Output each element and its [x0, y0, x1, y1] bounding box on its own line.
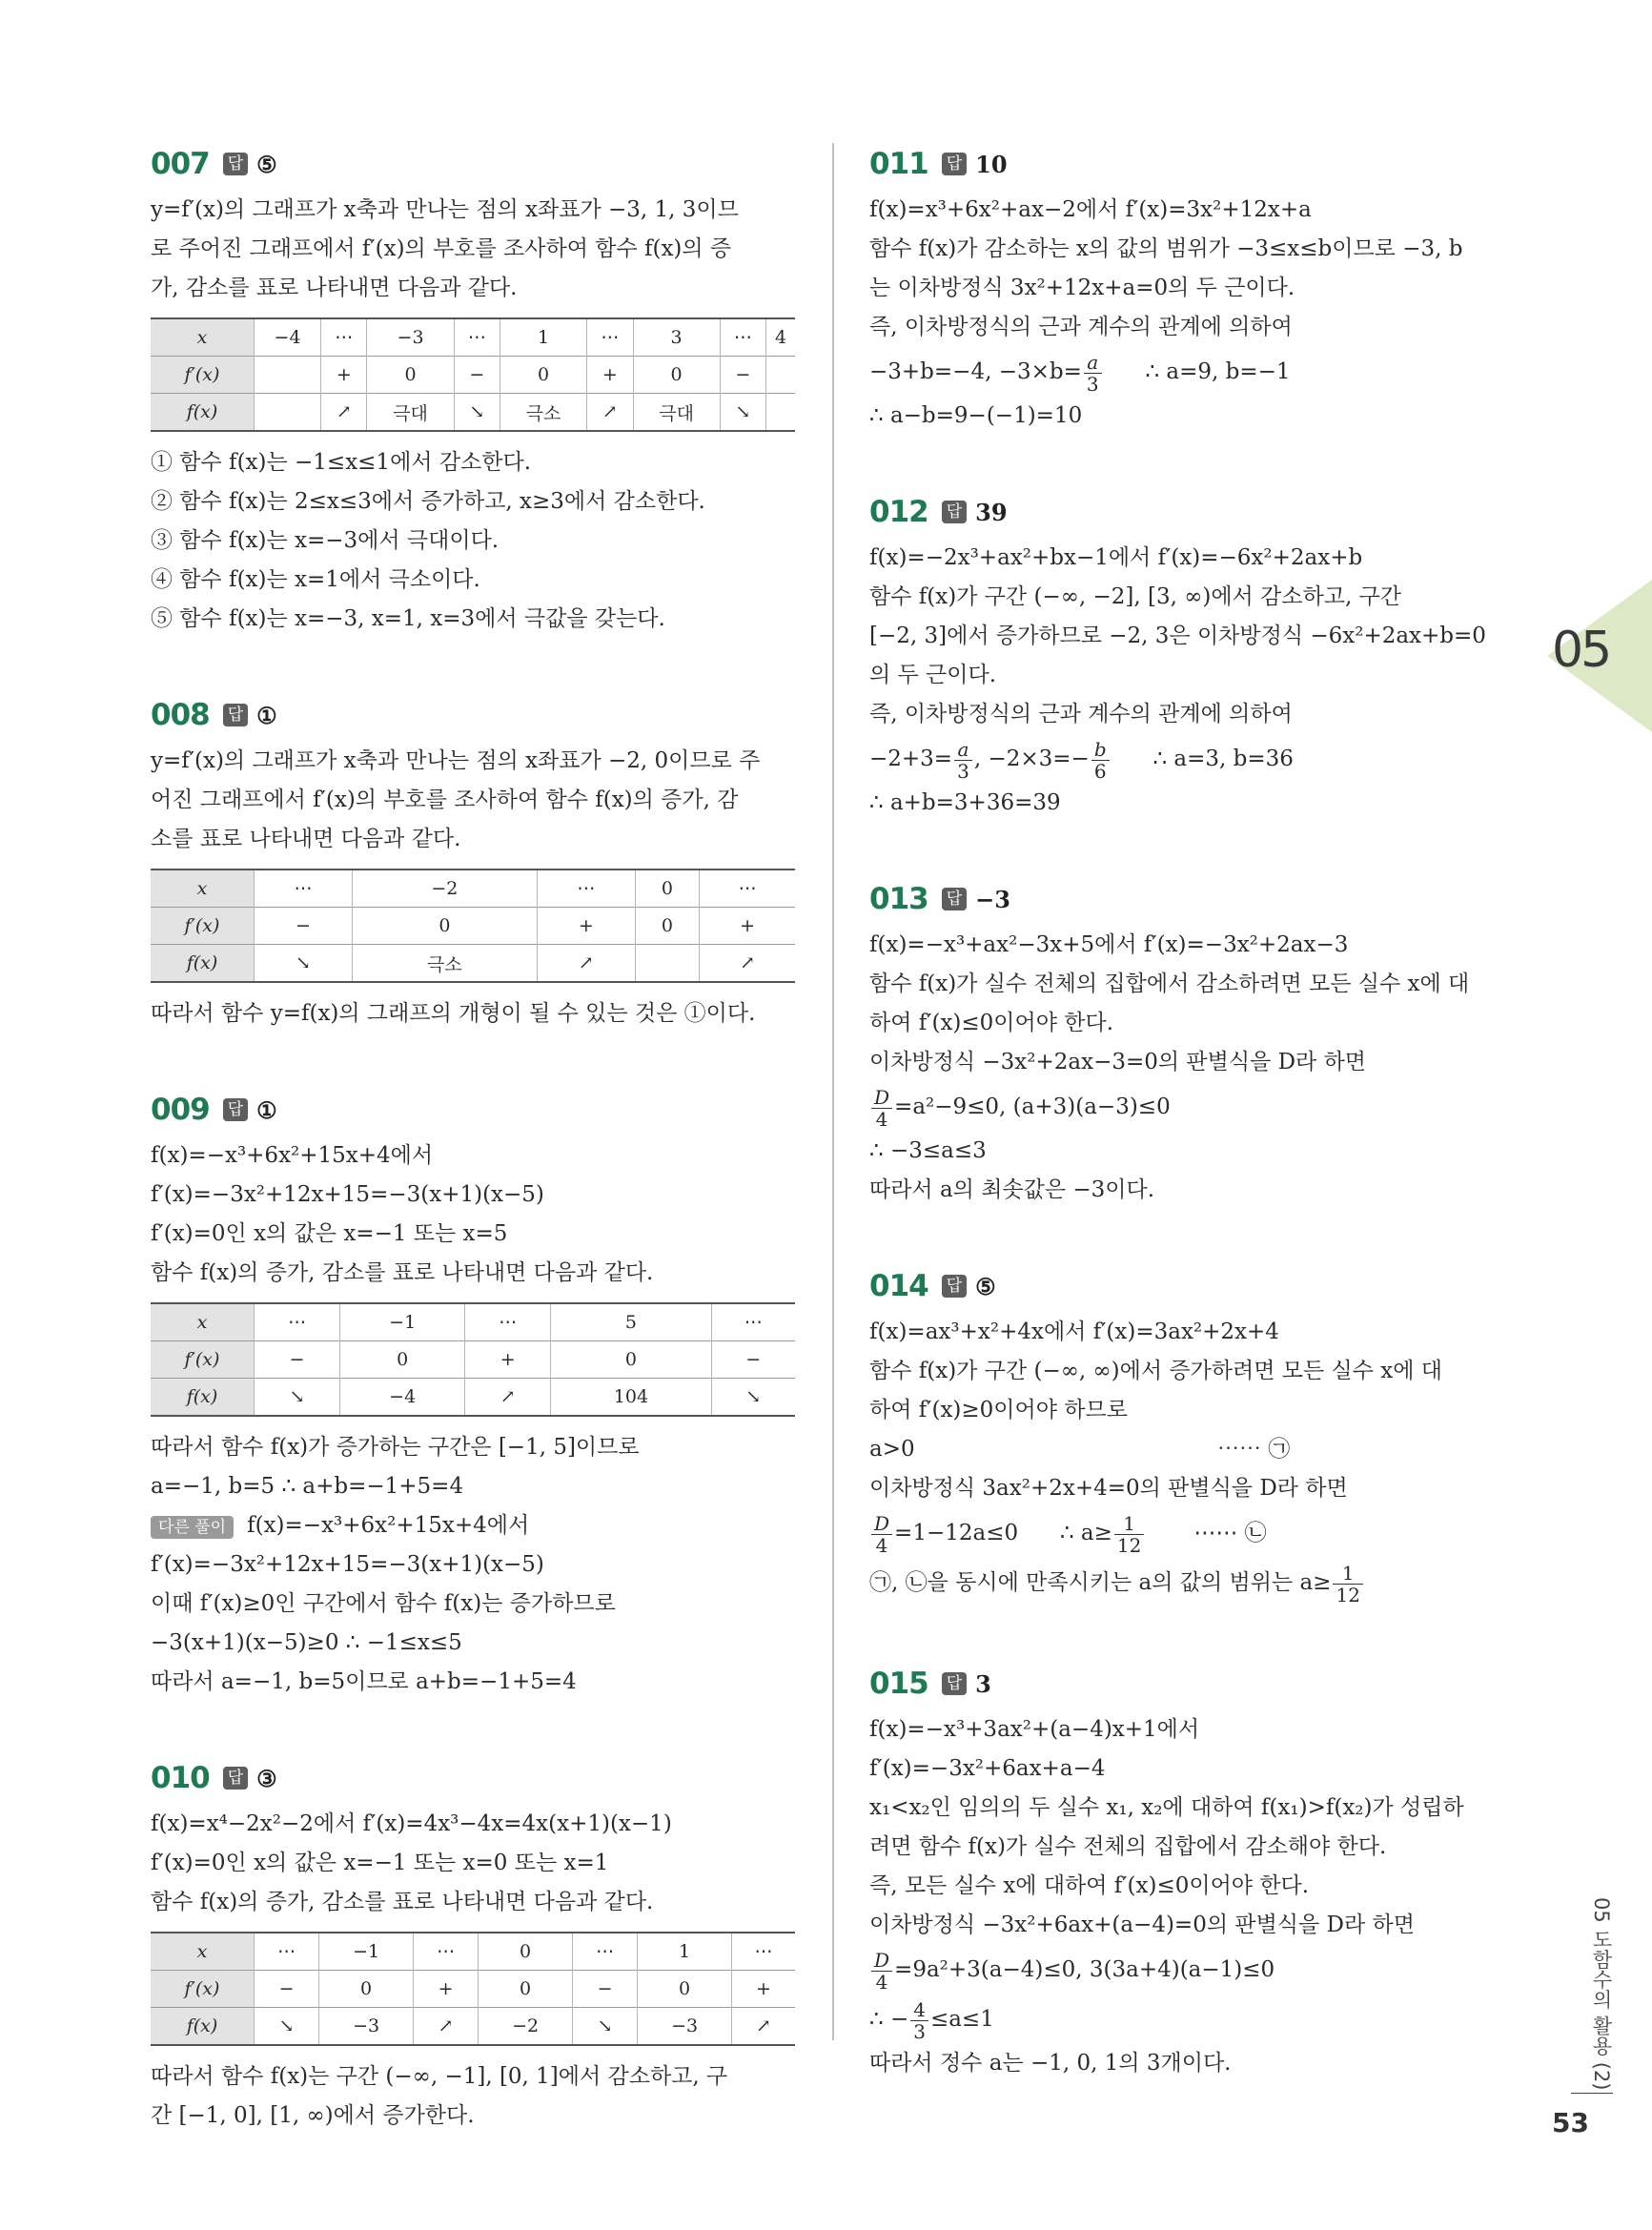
table-cell: ↘	[454, 394, 500, 432]
solution-line: 따라서 정수 a는 −1, 0, 1의 3개이다.	[869, 2051, 1232, 2076]
variation-table	[151, 869, 795, 983]
table-cell: 104	[551, 1379, 711, 1417]
table-cell: −3	[638, 2008, 732, 2046]
solution-line: 가, 감소를 표로 나타내면 다음과 같다.	[151, 276, 518, 300]
problem-header	[151, 143, 799, 185]
table-cell: +	[537, 908, 635, 945]
solution-line: 즉, 이차방정식의 근과 계수의 관계에 의하여	[869, 702, 1293, 726]
table-cell: −1	[319, 1933, 414, 1971]
table-cell: ↗	[537, 945, 635, 983]
solution-line: 어진 그래프에서 f′(x)의 부호를 조사하여 함수 f(x)의 증가, 감	[151, 788, 739, 812]
table-cell: 극소	[352, 945, 537, 983]
table-cell: 1	[500, 318, 586, 357]
table-cell: −3	[319, 2008, 414, 2046]
solution-line: 이때 f′(x)≥0인 구간에서 함수 f(x)는 증가하므로	[151, 1591, 616, 1616]
equation-text: , −2×3=−	[973, 747, 1090, 771]
alt-solution-badge: 다른 풀이	[151, 1516, 234, 1539]
solution-line: 하여 f′(x)≥0이어야 하므로	[869, 1398, 1128, 1422]
solution-line: 의 두 근이다.	[869, 663, 997, 687]
condition-line	[869, 1430, 1518, 1469]
answer-value: ⑤	[256, 150, 277, 178]
table-cell: 0	[633, 357, 720, 394]
table-cell: −	[573, 1971, 638, 2008]
table-cell: 0	[352, 908, 537, 945]
solution-line: f(x)=−2x³+ax²+bx−1에서 f′(x)=−6x²+2ax+b	[869, 545, 1363, 570]
solution-line: a=−1, b=5 ∴ a+b=−1+5=4	[151, 1474, 464, 1499]
table-cell: f′(x)	[151, 1341, 255, 1379]
solution-line: 따라서 함수 y=f(x)의 그래프의 개형이 될 수 있는 것은 ①이다.	[151, 1001, 756, 1026]
problem-number: 008	[151, 698, 210, 732]
solution-line: 따라서 a=−1, b=5이므로 a+b=−1+5=4	[151, 1669, 577, 1694]
table-row	[151, 869, 795, 908]
table-cell: +	[587, 357, 633, 394]
footer-rule	[1571, 2093, 1613, 2094]
variation-table	[151, 317, 795, 432]
problem-header	[869, 1663, 1518, 1705]
condition-text: a>0	[869, 1437, 915, 1462]
problem-011	[869, 143, 1518, 436]
equation-text: −2+3=	[869, 747, 953, 771]
answer-value: ①	[256, 701, 277, 729]
table-cell: 0	[479, 1933, 573, 1971]
solution-line: 이차방정식 3ax²+2x+4=0의 판별식을 D라 하면	[869, 1476, 1348, 1501]
equation-text: ㉠, ㉡을 동시에 만족시키는 a의 값의 범위는 a≥	[869, 1570, 1332, 1595]
problem-008	[151, 694, 799, 1033]
condition-mark: ⋯⋯ ㉠	[1217, 1437, 1291, 1462]
fraction	[871, 1513, 892, 1556]
table-row	[151, 1341, 795, 1379]
fraction	[1091, 739, 1110, 782]
solution-line: f′(x)=−3x²+6ax+a−4	[869, 1756, 1106, 1781]
table-cell: ↘	[573, 2008, 638, 2046]
answer-value: 10	[975, 150, 1008, 178]
solution-line: 하여 f′(x)≤0이어야 한다.	[869, 1011, 1114, 1035]
table-cell: f(x)	[151, 2008, 255, 2046]
chapter-tab-number: 05	[1552, 622, 1610, 679]
problem-number: 011	[869, 147, 928, 181]
table-cell: 0	[340, 1341, 465, 1379]
solution-line: 이차방정식 −3x²+2ax−3=0의 판별식을 D라 하면	[869, 1050, 1367, 1074]
numerator: 4	[910, 1999, 928, 2021]
denominator: 12	[1336, 1583, 1360, 1606]
denominator: 3	[957, 759, 969, 783]
variation-table	[151, 1932, 795, 2046]
table-cell: ⋯	[465, 1303, 551, 1341]
numerator: b	[1091, 739, 1110, 761]
table-cell: f′(x)	[151, 357, 255, 394]
denominator: 4	[875, 1533, 888, 1557]
solution-text: f(x)=−x³+6x²+15x+4에서	[247, 1513, 530, 1538]
table-cell: ⋯	[700, 869, 795, 908]
table-row	[151, 357, 795, 394]
table-cell: +	[732, 1971, 796, 2008]
table-cell	[635, 945, 699, 983]
equation-line	[869, 1558, 1518, 1607]
answer-value: −3	[975, 885, 1010, 913]
fraction	[954, 739, 972, 782]
problem-number: 007	[151, 147, 210, 181]
table-cell: ↗	[321, 394, 367, 432]
table-row	[151, 1303, 795, 1341]
solution-line: ④ 함수 f(x)는 x=1에서 극소이다.	[151, 567, 480, 592]
problem-number: 012	[869, 495, 928, 529]
fraction	[1333, 1563, 1362, 1606]
solution-line: 함수 f(x)가 구간 (−∞, ∞)에서 증가하려면 모든 실수 x에 대	[869, 1359, 1442, 1383]
table-cell: ↗	[587, 394, 633, 432]
table-cell: x	[151, 869, 255, 908]
table-cell: 극대	[367, 394, 454, 432]
solution-line: 따라서 함수 f(x)가 증가하는 구간은 [−1, 5]이므로	[151, 1435, 640, 1460]
table-cell: −2	[352, 869, 537, 908]
answer-badge: 답	[223, 1767, 248, 1790]
table-cell	[255, 394, 321, 432]
page-number: 53	[1552, 2107, 1589, 2138]
problem-header	[869, 1265, 1518, 1307]
equation-text: ∴ a=3, b=36	[1111, 747, 1294, 771]
solution-line: ∴ −3≤a≤3	[869, 1138, 987, 1163]
problem-number: 013	[869, 882, 928, 916]
table-row	[151, 945, 795, 983]
solution-line: y=f′(x)의 그래프가 x축과 만나는 점의 x좌표가 −2, 0이므로 주	[151, 748, 761, 773]
table-cell: 0	[479, 1971, 573, 2008]
left-column	[151, 143, 799, 2191]
solution-line: 함수 f(x)가 구간 (−∞, −2], [3, ∞)에서 감소하고, 구간	[869, 584, 1402, 609]
table-row	[151, 1933, 795, 1971]
table-cell: ↘	[255, 2008, 319, 2046]
equation-line	[869, 1508, 1518, 1558]
fraction	[871, 1950, 892, 1993]
table-cell: f(x)	[151, 1379, 255, 1417]
table-cell: ⋯	[587, 318, 633, 357]
solution-line: 즉, 이차방정식의 근과 계수의 관계에 의하여	[869, 315, 1293, 339]
table-cell: 극소	[500, 394, 586, 432]
solution-line: ∴ a+b=3+36=39	[869, 790, 1061, 815]
table-cell: 0	[635, 908, 699, 945]
answer-value: ①	[256, 1095, 277, 1124]
equation-text: ≤a≤1	[929, 2007, 994, 2032]
table-cell: −1	[340, 1303, 465, 1341]
solution-line: f(x)=x⁴−2x²−2에서 f′(x)=4x³−4x=4x(x+1)(x−1)	[151, 1811, 672, 1836]
variation-table	[151, 1302, 795, 1417]
table-cell: ↘	[711, 1379, 795, 1417]
answer-badge: 답	[942, 153, 967, 175]
denominator: 6	[1093, 759, 1107, 783]
table-cell: 극대	[633, 394, 720, 432]
solution-line: f(x)=−x³+6x²+15x+4에서	[151, 1143, 434, 1168]
table-cell: 0	[638, 1971, 732, 2008]
table-cell: ↘	[255, 1379, 340, 1417]
problem-number: 015	[869, 1667, 928, 1701]
answer-value: ⑤	[975, 1272, 996, 1300]
solution-line: f′(x)=−3x²+12x+15=−3(x+1)(x−5)	[151, 1182, 544, 1207]
table-cell: x	[151, 1303, 255, 1341]
problem-header	[151, 694, 799, 736]
equation-text: ∴ −	[869, 2007, 909, 2032]
solution-line: 따라서 함수 f(x)는 구간 (−∞, −1], [0, 1]에서 감소하고, 구	[151, 2064, 728, 2089]
table-cell: x	[151, 318, 255, 357]
solution-line: y=f′(x)의 그래프가 x축과 만나는 점의 x좌표가 −3, 1, 3이므	[151, 197, 739, 222]
table-cell: f(x)	[151, 394, 255, 432]
answer-badge: 답	[942, 501, 967, 523]
solution-line: ③ 함수 f(x)는 x=−3에서 극대이다.	[151, 528, 500, 553]
solution-line: ① 함수 f(x)는 −1≤x≤1에서 감소한다.	[151, 450, 531, 475]
answer-badge: 답	[942, 1672, 967, 1695]
answer-badge: 답	[223, 153, 248, 175]
solution-line: f′(x)=−3x²+12x+15=−3(x+1)(x−5)	[151, 1552, 544, 1577]
table-cell: f′(x)	[151, 1971, 255, 2008]
table-cell: f′(x)	[151, 908, 255, 945]
problem-012	[869, 491, 1518, 823]
table-cell: ↗	[700, 945, 795, 983]
solution-line: 함수 f(x)의 증가, 감소를 표로 나타내면 다음과 같다.	[151, 1260, 654, 1285]
problem-009	[151, 1089, 799, 1702]
table-cell: 0	[367, 357, 454, 394]
solution-line: 따라서 a의 최솟값은 −3이다.	[869, 1177, 1155, 1202]
table-cell: x	[151, 1933, 255, 1971]
fraction	[1084, 352, 1102, 395]
table-cell: ⋯	[537, 869, 635, 908]
table-cell: ⋯	[414, 1933, 479, 1971]
table-cell: 0	[500, 357, 586, 394]
table-cell: ⋯	[732, 1933, 796, 1971]
problem-015	[869, 1663, 1518, 2083]
problem-010	[151, 1757, 799, 2136]
equation-line	[869, 1995, 1518, 2044]
answer-badge: 답	[223, 1098, 248, 1121]
chapter-side-label: 05 도함수의 활용 (2)	[1590, 1897, 1613, 2091]
table-cell: −3	[367, 318, 454, 357]
problem-number: 009	[151, 1093, 210, 1127]
equation-text: −3+b=−4, −3×b=	[869, 359, 1082, 384]
solution-line: ② 함수 f(x)는 2≤x≤3에서 증가하고, x≥3에서 감소한다.	[151, 489, 705, 514]
right-column	[869, 143, 1518, 2138]
answer-value: ③	[256, 1764, 277, 1792]
table-cell: 5	[551, 1303, 711, 1341]
solution-line: 함수 f(x)가 감소하는 x의 값의 범위가 −3≤x≤b이므로 −3, b	[869, 236, 1463, 261]
numerator: a	[954, 739, 972, 761]
equation-text: =1−12a≤0 ∴ a≥	[894, 1521, 1112, 1545]
table-cell: f(x)	[151, 945, 255, 983]
column-divider	[832, 143, 834, 2040]
solution-line: ∴ a−b=9−(−1)=10	[869, 403, 1083, 428]
solution-line: 즉, 모든 실수 x에 대하여 f′(x)≤0이어야 한다.	[869, 1873, 1310, 1898]
denominator: 4	[875, 1970, 888, 1994]
table-cell: +	[321, 357, 367, 394]
table-row	[151, 318, 795, 357]
table-cell: 0	[319, 1971, 414, 2008]
solution-line: 함수 f(x)가 실수 전체의 집합에서 감소하려면 모든 실수 x에 대	[869, 972, 1470, 996]
solution-line: f(x)=x³+6x²+ax−2에서 f′(x)=3x²+12x+a	[869, 197, 1312, 222]
equation-text: =9a²+3(a−4)≤0, 3(3a+4)(a−1)≤0	[894, 1957, 1275, 1982]
alt-solution-first-line	[151, 1506, 799, 1545]
solution-line: f(x)=−x³+3ax²+(a−4)x+1에서	[869, 1717, 1200, 1742]
denominator: 12	[1116, 1533, 1142, 1557]
answer-badge: 답	[942, 1275, 967, 1298]
numerator: D	[871, 1087, 892, 1109]
table-cell: −	[255, 1971, 319, 2008]
table-cell: +	[414, 1971, 479, 2008]
numerator: 1	[1114, 1513, 1144, 1535]
table-cell: ⋯	[573, 1933, 638, 1971]
solution-line: 이차방정식 −3x²+6ax+(a−4)=0의 판별식을 D라 하면	[869, 1913, 1415, 1937]
solution-line: f′(x)=0인 x의 값은 x=−1 또는 x=0 또는 x=1	[151, 1851, 609, 1875]
numerator: a	[1084, 352, 1102, 374]
problem-header	[869, 143, 1518, 185]
problem-number: 010	[151, 1761, 210, 1795]
denominator: 3	[913, 2019, 926, 2043]
table-cell: −	[255, 1341, 340, 1379]
equation-line	[869, 734, 1518, 784]
solution-line: f(x)=−x³+ax²−3x+5에서 f′(x)=−3x²+2ax−3	[869, 932, 1349, 957]
equation-text: ∴ a=9, b=−1	[1103, 359, 1291, 384]
solution-line: f′(x)=0인 x의 값은 x=−1 또는 x=5	[151, 1221, 508, 1246]
fraction	[1114, 1513, 1144, 1556]
table-cell: ↘	[255, 945, 353, 983]
solution-line: [−2, 3]에서 증가하므로 −2, 3은 이차방정식 −6x²+2ax+b=0	[869, 624, 1486, 648]
answer-badge: 답	[942, 888, 967, 910]
table-cell: 0	[551, 1341, 711, 1379]
table-cell: 1	[638, 1933, 732, 1971]
problem-007	[151, 143, 799, 639]
equation-line	[869, 1945, 1518, 1995]
table-row	[151, 394, 795, 432]
table-cell: ⋯	[454, 318, 500, 357]
table-cell: ↗	[414, 2008, 479, 2046]
solution-line: ⑤ 함수 f(x)는 x=−3, x=1, x=3에서 극값을 갖는다.	[151, 606, 665, 631]
table-cell	[766, 357, 795, 394]
solution-line: 함수 f(x)의 증가, 감소를 표로 나타내면 다음과 같다.	[151, 1890, 654, 1914]
numerator: D	[871, 1950, 892, 1972]
table-cell: −	[255, 908, 353, 945]
problem-number: 014	[869, 1269, 928, 1303]
equation-line	[869, 347, 1518, 397]
solution-line: −3(x+1)(x−5)≥0 ∴ −1≤x≤5	[151, 1630, 462, 1655]
table-cell: −	[720, 357, 765, 394]
table-cell: +	[465, 1341, 551, 1379]
table-cell: ↗	[465, 1379, 551, 1417]
table-cell: −	[454, 357, 500, 394]
solution-line: 소를 표로 나타내면 다음과 같다.	[151, 827, 461, 851]
table-cell	[255, 357, 321, 394]
solution-line: 로 주어진 그래프에서 f′(x)의 부호를 조사하여 함수 f(x)의 증	[151, 236, 732, 261]
table-cell: ⋯	[711, 1303, 795, 1341]
table-row	[151, 908, 795, 945]
table-row	[151, 2008, 795, 2046]
problem-header	[151, 1089, 799, 1131]
fraction	[871, 1087, 892, 1130]
table-cell: ⋯	[255, 1303, 340, 1341]
solution-line: 는 이차방정식 3x²+12x+a=0의 두 근이다.	[869, 276, 1295, 300]
solution-line: f(x)=ax³+x²+4x에서 f′(x)=3ax²+2x+4	[869, 1320, 1279, 1344]
table-cell: ⋯	[321, 318, 367, 357]
equation-line	[869, 1082, 1518, 1132]
table-cell: ⋯	[720, 318, 765, 357]
table-cell: −2	[479, 2008, 573, 2046]
numerator: D	[871, 1513, 892, 1535]
table-cell: ↗	[732, 2008, 796, 2046]
answer-value: 3	[975, 1669, 991, 1698]
table-cell: 3	[633, 318, 720, 357]
numerator: 1	[1333, 1563, 1362, 1585]
solution-line: x₁<x₂인 임의의 두 실수 x₁, x₂에 대하여 f(x₁)>f(x₂)가 성립하	[869, 1795, 1464, 1820]
problem-header	[869, 878, 1518, 920]
problem-013	[869, 878, 1518, 1210]
table-cell	[766, 394, 795, 432]
problem-header	[869, 491, 1518, 533]
solution-line: 간 [−1, 0], [1, ∞)에서 증가한다.	[151, 2103, 475, 2128]
table-cell: −4	[255, 318, 321, 357]
table-row	[151, 1379, 795, 1417]
table-cell: ⋯	[255, 1933, 319, 1971]
table-row	[151, 1971, 795, 2008]
answer-badge: 답	[223, 704, 248, 726]
solution-line: 려면 함수 f(x)가 실수 전체의 집합에서 감소해야 한다.	[869, 1834, 1387, 1859]
table-cell: −	[711, 1341, 795, 1379]
denominator: 4	[875, 1107, 888, 1131]
problem-header	[151, 1757, 799, 1799]
table-cell: 0	[635, 869, 699, 908]
table-cell: ↘	[720, 394, 765, 432]
fraction	[910, 1999, 928, 2042]
table-cell: ⋯	[255, 869, 353, 908]
answer-value: 39	[975, 498, 1008, 526]
equation-text: =a²−9≤0, (a+3)(a−3)≤0	[894, 1095, 1171, 1119]
table-cell: +	[700, 908, 795, 945]
table-cell: −4	[340, 1379, 465, 1417]
condition-mark: ⋯⋯ ㉡	[1193, 1521, 1267, 1545]
denominator: 3	[1086, 372, 1099, 396]
problem-014	[869, 1265, 1518, 1607]
table-cell: 4	[766, 318, 795, 357]
